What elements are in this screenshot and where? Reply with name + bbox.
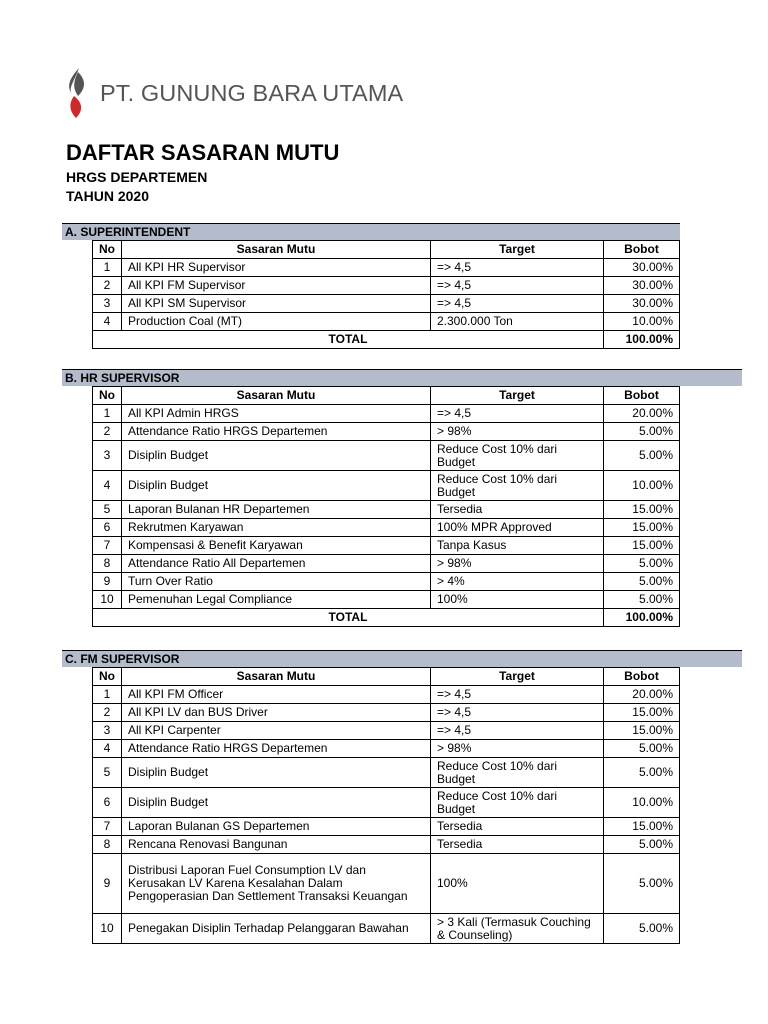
row-no: 7 xyxy=(93,818,122,836)
company-logo xyxy=(62,66,403,120)
row-sasaran: Production Coal (MT) xyxy=(122,313,431,331)
row-sasaran: Kompensasi & Benefit Karyawan xyxy=(122,537,431,555)
row-bobot: 10.00% xyxy=(604,471,680,501)
row-sasaran: All KPI LV dan BUS Driver xyxy=(122,704,431,722)
row-sasaran: Laporan Bulanan GS Departemen xyxy=(122,818,431,836)
row-no: 5 xyxy=(93,758,122,788)
row-target: > 98% xyxy=(431,423,604,441)
row-target: > 98% xyxy=(431,740,604,758)
row-sasaran: Laporan Bulanan HR Departemen xyxy=(122,501,431,519)
row-sasaran: Attendance Ratio HRGS Departemen xyxy=(122,423,431,441)
row-no: 4 xyxy=(93,740,122,758)
table-row xyxy=(93,722,680,740)
col-no: No xyxy=(93,241,122,259)
row-target: Tanpa Kasus xyxy=(431,537,604,555)
row-bobot: 5.00% xyxy=(604,555,680,573)
row-bobot: 15.00% xyxy=(604,519,680,537)
row-no: 10 xyxy=(93,591,122,609)
row-no: 10 xyxy=(93,914,122,944)
row-target: 100% MPR Approved xyxy=(431,519,604,537)
row-target: 2.300.000 Ton xyxy=(431,313,604,331)
row-target: => 4,5 xyxy=(431,704,604,722)
table-row xyxy=(93,405,680,423)
table-row xyxy=(93,914,680,944)
row-bobot: 15.00% xyxy=(604,704,680,722)
row-sasaran: All KPI Admin HRGS xyxy=(122,405,431,423)
row-bobot: 5.00% xyxy=(604,740,680,758)
total-row xyxy=(93,331,680,349)
row-target: > 98% xyxy=(431,555,604,573)
total-row xyxy=(93,609,680,627)
table-row xyxy=(93,788,680,818)
row-target: 100% xyxy=(431,591,604,609)
row-bobot: 10.00% xyxy=(604,313,680,331)
row-sasaran: Disiplin Budget xyxy=(122,471,431,501)
section-superintendent xyxy=(62,223,680,349)
department-name: HRGS DEPARTEMEN xyxy=(66,169,208,185)
table-row xyxy=(93,259,680,277)
row-no: 9 xyxy=(93,573,122,591)
col-sasaran: Sasaran Mutu xyxy=(122,387,431,405)
row-no: 6 xyxy=(93,519,122,537)
row-sasaran: Pemenuhan Legal Compliance xyxy=(122,591,431,609)
col-bobot: Bobot xyxy=(604,668,680,686)
table-row xyxy=(93,704,680,722)
total-label: TOTAL xyxy=(93,609,604,627)
kpi-table xyxy=(92,240,680,349)
row-target: => 4,5 xyxy=(431,259,604,277)
row-no: 6 xyxy=(93,788,122,818)
row-no: 1 xyxy=(93,686,122,704)
row-sasaran: Disiplin Budget xyxy=(122,758,431,788)
section-hr-supervisor xyxy=(62,369,742,627)
row-sasaran: Attendance Ratio All Departemen xyxy=(122,555,431,573)
row-target: Tersedia xyxy=(431,501,604,519)
table-row xyxy=(93,519,680,537)
row-target: Reduce Cost 10% dari Budget xyxy=(431,788,604,818)
row-sasaran: Disiplin Budget xyxy=(122,441,431,471)
row-bobot: 5.00% xyxy=(604,591,680,609)
row-sasaran: Rekrutmen Karyawan xyxy=(122,519,431,537)
row-no: 2 xyxy=(93,423,122,441)
row-bobot: 15.00% xyxy=(604,501,680,519)
row-bobot: 5.00% xyxy=(604,854,680,914)
table-row xyxy=(93,537,680,555)
table-row xyxy=(93,758,680,788)
col-target: Target xyxy=(431,241,604,259)
document-title: DAFTAR SASARAN MUTU xyxy=(66,140,340,165)
row-bobot: 20.00% xyxy=(604,405,680,423)
row-target: => 4,5 xyxy=(431,277,604,295)
row-bobot: 5.00% xyxy=(604,423,680,441)
row-no: 3 xyxy=(93,441,122,471)
row-sasaran: All KPI HR Supervisor xyxy=(122,259,431,277)
row-sasaran: Penegakan Disiplin Terhadap Pelanggaran Bawahan xyxy=(122,914,431,944)
table-row xyxy=(93,313,680,331)
row-bobot: 15.00% xyxy=(604,818,680,836)
col-target: Target xyxy=(431,668,604,686)
row-target: Reduce Cost 10% dari Budget xyxy=(431,471,604,501)
row-sasaran: Attendance Ratio HRGS Departemen xyxy=(122,740,431,758)
row-sasaran: Distribusi Laporan Fuel Consumption LV dan Kerusakan LV Karena Kesalahan Dalam Pengoperasian Dan Settlement Transaksi Keuangan xyxy=(122,854,431,914)
row-sasaran: All KPI FM Officer xyxy=(122,686,431,704)
row-no: 2 xyxy=(93,704,122,722)
row-bobot: 5.00% xyxy=(604,914,680,944)
col-sasaran: Sasaran Mutu xyxy=(122,241,431,259)
table-row xyxy=(93,573,680,591)
kpi-table xyxy=(92,386,680,627)
company-name: PT. GUNUNG BARA UTAMA xyxy=(100,79,404,106)
row-no: 4 xyxy=(93,313,122,331)
row-no: 9 xyxy=(93,854,122,914)
total-label: TOTAL xyxy=(93,331,604,349)
section-header: A. SUPERINTENDENT xyxy=(62,223,680,240)
row-target: Reduce Cost 10% dari Budget xyxy=(431,441,604,471)
total-value: 100.00% xyxy=(604,331,680,349)
row-no: 8 xyxy=(93,836,122,854)
col-no: No xyxy=(93,387,122,405)
row-bobot: 30.00% xyxy=(604,277,680,295)
col-bobot: Bobot xyxy=(604,387,680,405)
row-sasaran: All KPI Carpenter xyxy=(122,722,431,740)
row-no: 2 xyxy=(93,277,122,295)
section-header: C. FM SUPERVISOR xyxy=(62,650,742,667)
kpi-table xyxy=(92,667,680,944)
row-bobot: 5.00% xyxy=(604,836,680,854)
row-no: 1 xyxy=(93,259,122,277)
row-bobot: 5.00% xyxy=(604,573,680,591)
total-value: 100.00% xyxy=(604,609,680,627)
col-bobot: Bobot xyxy=(604,241,680,259)
row-target: => 4,5 xyxy=(431,722,604,740)
row-sasaran: Disiplin Budget xyxy=(122,788,431,818)
table-row xyxy=(93,740,680,758)
row-sasaran: Rencana Renovasi Bangunan xyxy=(122,836,431,854)
row-no: 3 xyxy=(93,295,122,313)
section-header: B. HR SUPERVISOR xyxy=(62,369,742,386)
table-row xyxy=(93,471,680,501)
table-row xyxy=(93,591,680,609)
col-sasaran: Sasaran Mutu xyxy=(122,668,431,686)
row-target: > 4% xyxy=(431,573,604,591)
row-bobot: 5.00% xyxy=(604,441,680,471)
table-row xyxy=(93,836,680,854)
row-bobot: 15.00% xyxy=(604,722,680,740)
table-row xyxy=(93,423,680,441)
row-bobot: 5.00% xyxy=(604,758,680,788)
row-no: 7 xyxy=(93,537,122,555)
table-row xyxy=(93,854,680,914)
row-bobot: 20.00% xyxy=(604,686,680,704)
row-bobot: 30.00% xyxy=(604,295,680,313)
table-row xyxy=(93,277,680,295)
row-no: 1 xyxy=(93,405,122,423)
section-fm-supervisor xyxy=(62,650,742,944)
row-no: 4 xyxy=(93,471,122,501)
table-row xyxy=(93,501,680,519)
document-year: TAHUN 2020 xyxy=(66,188,149,204)
table-row xyxy=(93,441,680,471)
row-sasaran: All KPI FM Supervisor xyxy=(122,277,431,295)
row-no: 3 xyxy=(93,722,122,740)
row-target: => 4,5 xyxy=(431,295,604,313)
row-target: 100% xyxy=(431,854,604,914)
row-no: 8 xyxy=(93,555,122,573)
table-row xyxy=(93,818,680,836)
table-row xyxy=(93,686,680,704)
row-target: > 3 Kali (Termasuk Couching & Counseling) xyxy=(431,914,604,944)
row-sasaran: Turn Over Ratio xyxy=(122,573,431,591)
row-target: => 4,5 xyxy=(431,686,604,704)
table-row xyxy=(93,555,680,573)
col-no: No xyxy=(93,668,122,686)
row-target: => 4,5 xyxy=(431,405,604,423)
row-no: 5 xyxy=(93,501,122,519)
col-target: Target xyxy=(431,387,604,405)
row-sasaran: All KPI SM Supervisor xyxy=(122,295,431,313)
row-target: Reduce Cost 10% dari Budget xyxy=(431,758,604,788)
flame-logo-icon xyxy=(62,66,92,120)
row-bobot: 10.00% xyxy=(604,788,680,818)
row-bobot: 30.00% xyxy=(604,259,680,277)
row-target: Tersedia xyxy=(431,818,604,836)
row-target: Tersedia xyxy=(431,836,604,854)
row-bobot: 15.00% xyxy=(604,537,680,555)
table-row xyxy=(93,295,680,313)
